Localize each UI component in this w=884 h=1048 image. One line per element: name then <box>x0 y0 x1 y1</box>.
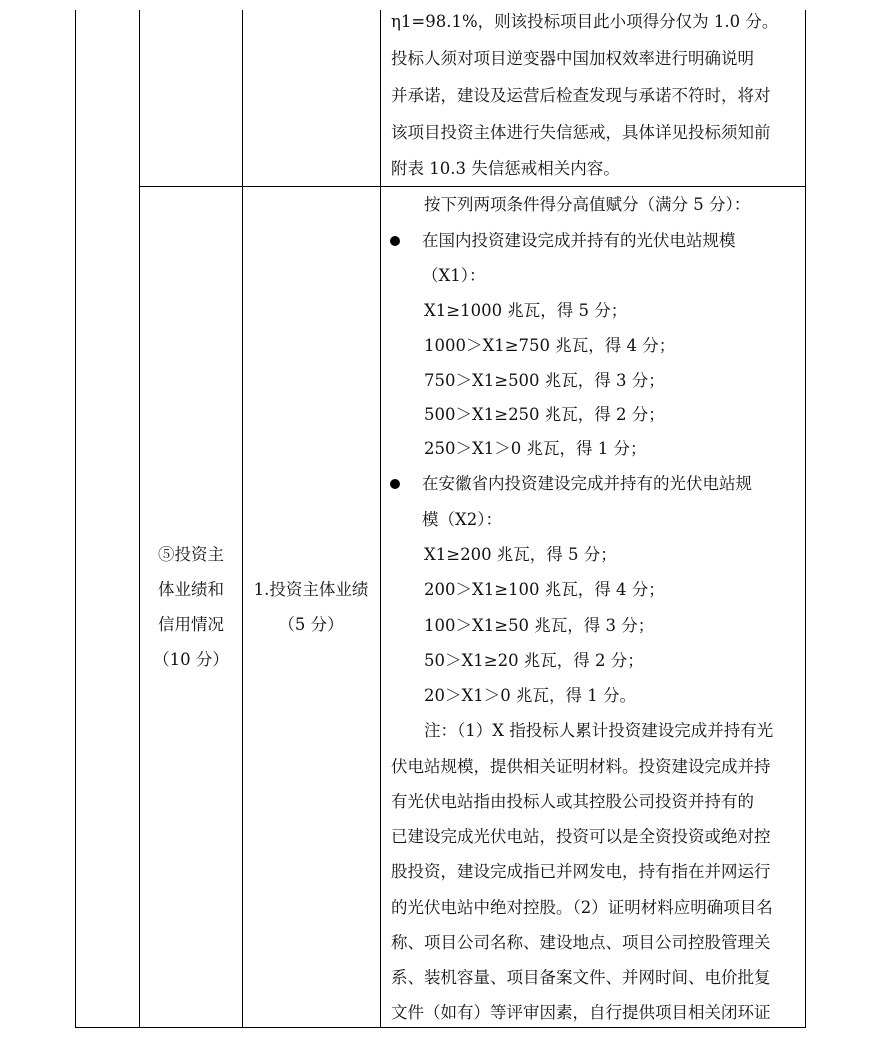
rule-line: 750＞X1≥500 兆瓦，得 3 分； <box>424 371 665 390</box>
row-divider <box>139 186 806 187</box>
rule-line: 200＞X1≥100 兆瓦，得 4 分； <box>424 580 665 599</box>
rule-line: X1≥200 兆瓦，得 5 分； <box>424 545 617 564</box>
note-line: 已建设完成光伏电站，投资可以是全资投资或绝对控 <box>391 827 771 846</box>
note-line: 伏电站规模，提供相关证明材料。投资建设完成并持 <box>391 757 771 776</box>
bullet-icon <box>390 479 400 489</box>
note-line: 系、装机容量、项目备案文件、并网时间、电价批复 <box>391 968 771 987</box>
category-line: 体业绩和 <box>158 580 224 599</box>
table-border-bottom <box>75 1027 806 1028</box>
rule-line: X1≥1000 兆瓦，得 5 分； <box>424 301 628 320</box>
note-line: 股投资，建设完成指已并网发电，持有指在并网运行 <box>391 862 771 881</box>
note-line: 注：（1）X 指投标人累计投资建设完成并持有光 <box>424 721 774 740</box>
section-title: 在安徽省内投资建设完成并持有的光伏电站规 <box>422 474 752 493</box>
table-border-right <box>805 10 806 1028</box>
category-line: （10 分） <box>153 650 229 669</box>
rule-line: 20＞X1＞0 兆瓦，得 1 分。 <box>424 686 636 705</box>
text-line: 附表 10.3 失信惩戒相关内容。 <box>391 159 620 178</box>
section-title: （X1）： <box>422 266 486 285</box>
rule-line: 500＞X1≥250 兆瓦，得 2 分； <box>424 405 665 424</box>
note-line: 的光伏电站中绝对控股。（2）证明材料应明确项目名 <box>391 898 773 917</box>
category-line: 信用情况 <box>158 615 224 634</box>
text-line: 投标人须对项目逆变器中国加权效率进行明确说明 <box>391 49 754 68</box>
rule-line: 100＞X1≥50 兆瓦，得 3 分； <box>424 616 655 635</box>
item-line: 1.投资主体业绩 <box>253 580 369 599</box>
table-border-left <box>75 10 76 1028</box>
rule-line: 50＞X1≥20 兆瓦，得 2 分； <box>424 651 644 670</box>
column-divider-3 <box>380 10 381 1028</box>
note-line: 文件（如有）等评审因素，自行提供项目相关闭环证 <box>391 1003 771 1022</box>
category-line: ⑤投资主 <box>158 545 224 564</box>
section-title: 在国内投资建设完成并持有的光伏电站规模 <box>422 231 736 250</box>
text-line: 该项目投资主体进行失信惩戒，具体详见投标须知前 <box>391 123 771 142</box>
rule-line: 250＞X1＞0 兆瓦，得 1 分； <box>424 439 647 458</box>
bullet-icon <box>390 236 400 246</box>
intro-text: 按下列两项条件得分高值赋分（满分 5 分）： <box>424 195 751 214</box>
section-title: 模（X2）： <box>422 510 502 529</box>
note-line: 称、项目公司名称、建设地点、项目公司控股管理关 <box>391 933 771 952</box>
text-line: 并承诺，建设及运营后检查发现与承诺不符时，将对 <box>391 86 771 105</box>
item-line: （5 分） <box>278 615 344 634</box>
rule-line: 1000＞X1≥750 兆瓦，得 4 分； <box>424 336 676 355</box>
column-divider-1 <box>139 10 140 1028</box>
column-divider-2 <box>242 10 243 1028</box>
note-line: 有光伏电站指由投标人或其控股公司投资并持有的 <box>391 792 754 811</box>
text-line: η1=98.1%，则该投标项目此小项得分仅为 1.0 分。 <box>391 12 779 31</box>
